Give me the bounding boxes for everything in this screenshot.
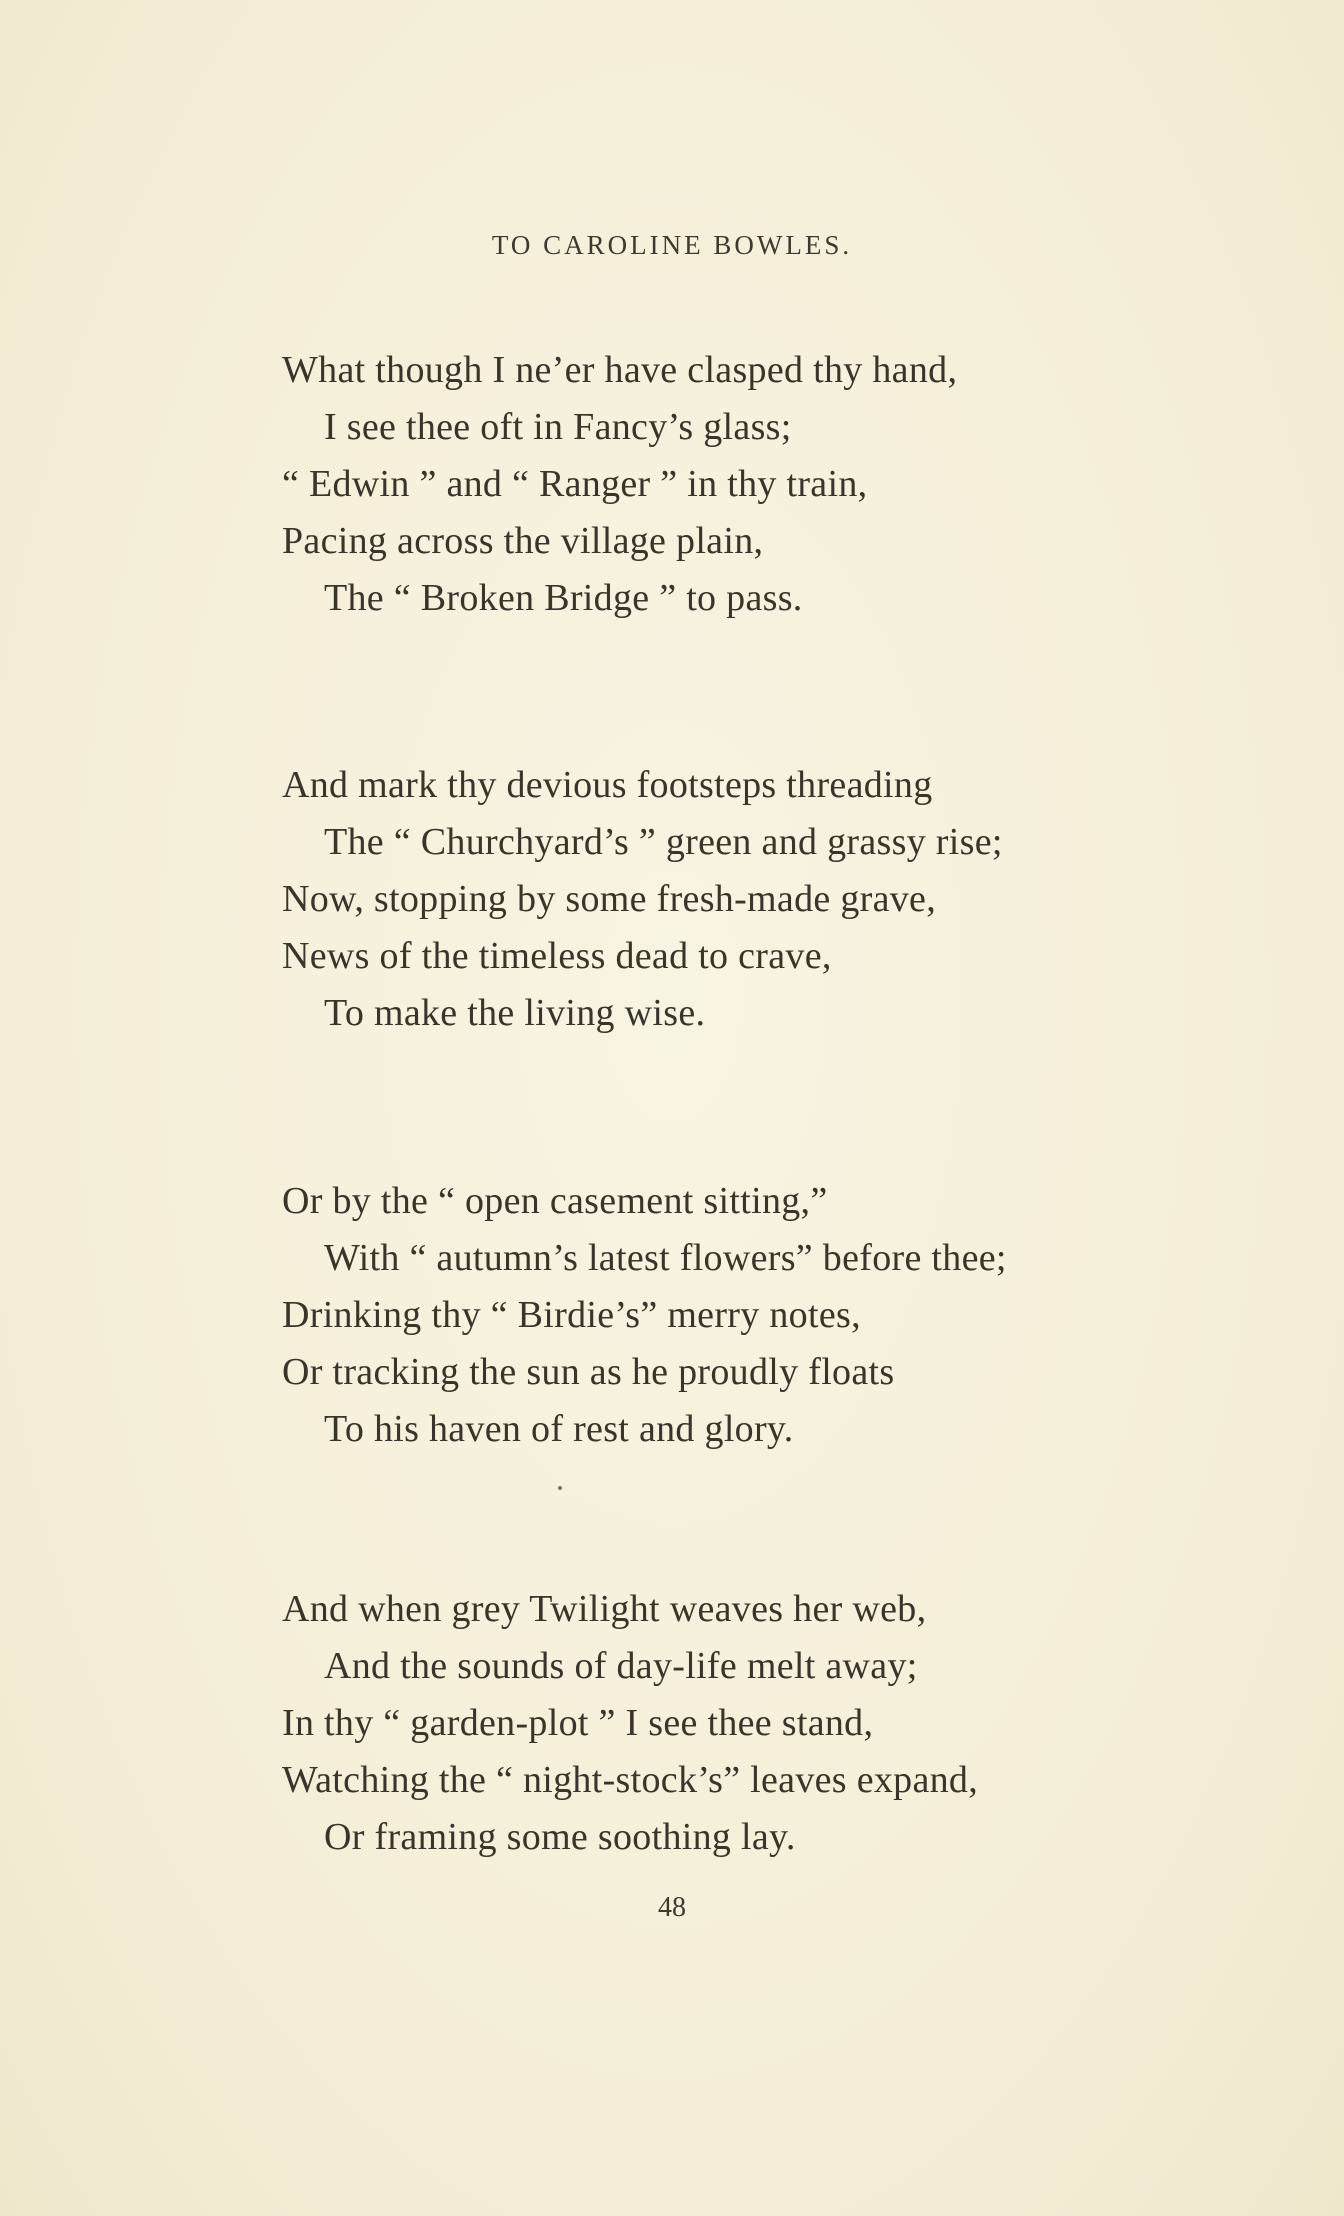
running-head: TO CAROLINE BOWLES. bbox=[491, 230, 853, 260]
poem-line: Or framing some soothing lay. bbox=[324, 1816, 796, 1858]
poem-line: What though I ne’er have clasped thy hand, bbox=[282, 349, 958, 391]
poem-line: Now, stopping by some fresh-made grave, bbox=[282, 878, 937, 920]
poem-line: The “ Churchyard’s ” green and grassy rise; bbox=[324, 821, 1003, 863]
print-speck bbox=[558, 1486, 562, 1490]
poem-line: And mark thy devious footsteps threading bbox=[282, 764, 933, 806]
poem-line: Watching the “ night-stock’s” leaves expand, bbox=[282, 1759, 979, 1801]
poem-line: And the sounds of day-life melt away; bbox=[324, 1645, 918, 1687]
poem-line: Drinking thy “ Birdie’s” merry notes, bbox=[282, 1294, 861, 1336]
poem-line: “ Edwin ” and “ Ranger ” in thy train, bbox=[282, 463, 868, 505]
poem-line: To make the living wise. bbox=[324, 992, 706, 1034]
poem-line: News of the timeless dead to crave, bbox=[282, 935, 832, 977]
poem-line: I see thee oft in Fancy’s glass; bbox=[324, 406, 792, 448]
poem-line: Or by the “ open casement sitting,” bbox=[282, 1180, 828, 1222]
poem-line: In thy “ garden-plot ” I see thee stand, bbox=[282, 1702, 874, 1744]
poem-line: With “ autumn’s latest flowers” before thee; bbox=[324, 1237, 1007, 1279]
poem-line: To his haven of rest and glory. bbox=[324, 1408, 794, 1450]
poem-line: The “ Broken Bridge ” to pass. bbox=[324, 577, 803, 619]
poem-line: And when grey Twilight weaves her web, bbox=[282, 1588, 927, 1630]
page-number: 48 bbox=[658, 1892, 686, 1923]
poem-line: Pacing across the village plain, bbox=[282, 520, 764, 562]
poem-line: Or tracking the sun as he proudly floats bbox=[282, 1351, 895, 1393]
